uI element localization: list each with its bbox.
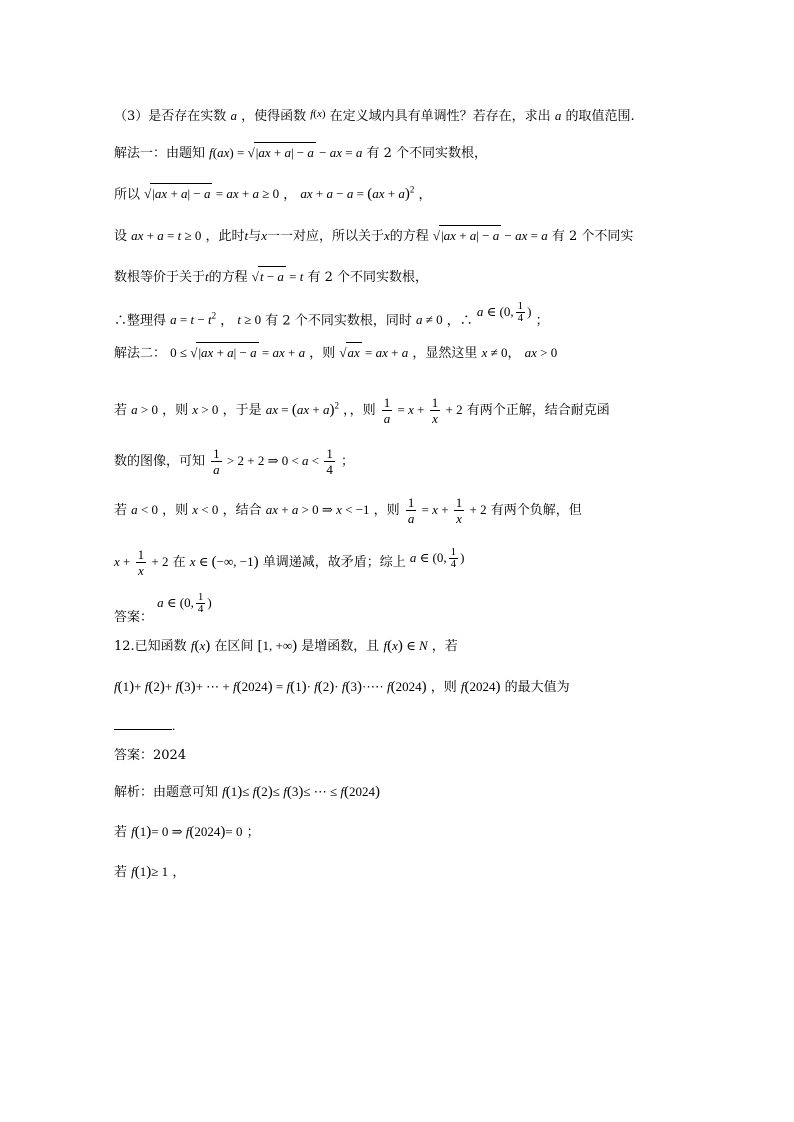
formula: x > 0 xyxy=(192,402,219,417)
analysis-case-one: 若 f(1)≥ 1 ， xyxy=(114,864,186,880)
formula: ax + a = t ≥ 0 xyxy=(131,228,202,243)
analysis-case-zero: 若 f(1)= 0 ⇒ f(2024)= 0 ； xyxy=(114,824,260,840)
answer-blank xyxy=(114,717,172,730)
formula: f(1)≤ f(2)≤ f(3)≤ ⋯ ≤ f(2024) xyxy=(222,784,380,800)
formula: a ∈ (0, $\frac{1}{4}$ ) xyxy=(409,546,465,570)
formula: a > 0 xyxy=(131,402,158,417)
question-12-equation: f(1)+ f(2)+ f(3)+ ⋯ + f(2024) = f(1)· f(2)· f(3)·⋯· f(2024) ，则 f(2024) 的最大值为 xyxy=(114,679,570,695)
formula: f(1)≥ 1 xyxy=(131,864,169,880)
method-2-intro: 解法二： 0 ≤ √|ax + a| − a = ax + a ，则 √ax = ax + a ，显然这里 x ≠ 0， ax > 0 xyxy=(114,342,694,364)
formula: x ≠ 0 xyxy=(481,345,508,360)
formula: f(ax) = √|ax + a| − a − ax = a xyxy=(209,146,362,161)
formula: f(1)+ f(2)+ f(3)+ ⋯ + f(2024) = f(1)· f(2)· f(3)·⋯· f(2024) xyxy=(114,679,427,695)
formula: x ∈ (−∞, −1) xyxy=(189,554,259,570)
formula: f(x) ∈ N xyxy=(383,638,428,654)
formula: a < 0 xyxy=(131,502,158,517)
formula: √|ax + a| − a − ax = a xyxy=(433,229,548,244)
method-2-case-positive: 若 a > 0 ，则 x > 0 ，于是 ax = (ax + a)$^2$ ，，则 $\frac{1}{a}$ = x + $\frac{1}{x}$ + 2 有两个正解，结合耐克函 xyxy=(114,395,610,426)
formula: $\frac{1}{a}$ = x + $\frac{1}{x}$ + 2 xyxy=(407,495,487,526)
method-2-contradiction: x + $\frac{1}{x}$ + 2 在 x ∈ (−∞, −1) 单调递减，故矛盾；综上 a ∈ (0, $\frac{1}{4}$ ) xyxy=(114,546,465,578)
formula: $\frac{1}{a}$ > 2 + 2 ⇒ 0 < a < $\frac{1}{4}$ xyxy=(213,446,333,477)
formula: ax > 0 xyxy=(524,345,558,360)
formula: f(2024) xyxy=(460,679,501,695)
formula: ax + a > 0 ⇒ x < −1 xyxy=(265,502,370,517)
formula: √|ax + a| − a = ax + a ≥ 0 xyxy=(144,187,279,202)
method-2-case-negative: 若 a < 0 ，则 x < 0 ，结合 ax + a > 0 ⇒ x < −1 ，则 $\frac{1}{a}$ = x + $\frac{1}{x}$ + 2 有两个负解，但 xyxy=(114,495,582,526)
formula: a ≠ 0 xyxy=(415,312,443,328)
question-12-blank: . xyxy=(114,716,694,737)
formula: $\frac{1}{a}$ = x + $\frac{1}{x}$ + 2 xyxy=(383,395,463,426)
formula: t ≥ 0 xyxy=(237,312,262,328)
formula: a ∈ (0, $\frac{1}{4}$ ) xyxy=(476,300,532,325)
formula: x < 0 xyxy=(192,502,219,517)
method-1-intro: 解法一：由题知 f(ax) = √|ax + a| − a − ax = a 有 2 个不同实数根， xyxy=(114,142,694,164)
formula: ax + a − a = (ax + a)$^2$ xyxy=(300,185,415,203)
answer-2: 答案：2024 xyxy=(114,748,187,763)
answer-1: 答案： a ∈ (0, $\frac{1}{4}$ ) xyxy=(114,591,212,625)
method-1-equivalence: 数根等价于关于t的方程 √t − a = t 有 2 个不同实数根， xyxy=(114,266,694,288)
question-12: 12.已知函数 f(x) 在区间 [1, +∞) 是增函数，且 f(x) ∈ N ，若 xyxy=(114,638,458,654)
method-1-so: 所以 √|ax + a| − a = ax + a ≥ 0 ， ax + a − a = (ax + a)$^2$ ， xyxy=(114,180,694,205)
formula: $a = t - t^2$ xyxy=(170,311,217,328)
formula: ax = (ax + a)$^2$ xyxy=(265,400,339,418)
formula: 0 ≤ √|ax + a| − a = ax + a xyxy=(170,346,305,361)
method-1-result: ∴整理得 $a = t - t^2$ ， t ≥ 0 有 2 个不同实数根，同时 a ≠ 0 ，∴ a ∈ (0, $\frac{1}{4}$ ) ； xyxy=(114,300,549,329)
formula: √t − a = t xyxy=(252,270,304,285)
formula: f(1)= 0 ⇒ f(2024)= 0 xyxy=(131,824,243,840)
method-2-nike-graph: 数的图像，可知 $\frac{1}{a}$ > 2 + 2 ⇒ 0 < a < $\frac{1}{4}$ ； xyxy=(114,446,355,477)
analysis: 解析：由题意可知 f(1)≤ f(2)≤ f(3)≤ ⋯ ≤ f(2024) xyxy=(114,784,380,800)
formula: a ∈ (0, $\frac{1}{4}$ ) xyxy=(157,591,212,615)
formula: √ax = ax + a xyxy=(339,346,408,361)
formula: [1, +∞) xyxy=(257,638,298,654)
formula: x + $\frac{1}{x}$ + 2 xyxy=(114,547,169,578)
method-1-substitution: 设 ax + a = t ≥ 0 ，此时t与x一一对应，所以关于x的方程 √|ax + a| − a − ax = a 有 2 个不同实 xyxy=(114,225,694,247)
formula: f(x) xyxy=(190,638,211,654)
question-3: （3）是否存在实数 a ，使得函数 $^{f(x)}$ 在定义域内具有单调性？若存在，求出 a 的取值范围. xyxy=(114,108,635,124)
